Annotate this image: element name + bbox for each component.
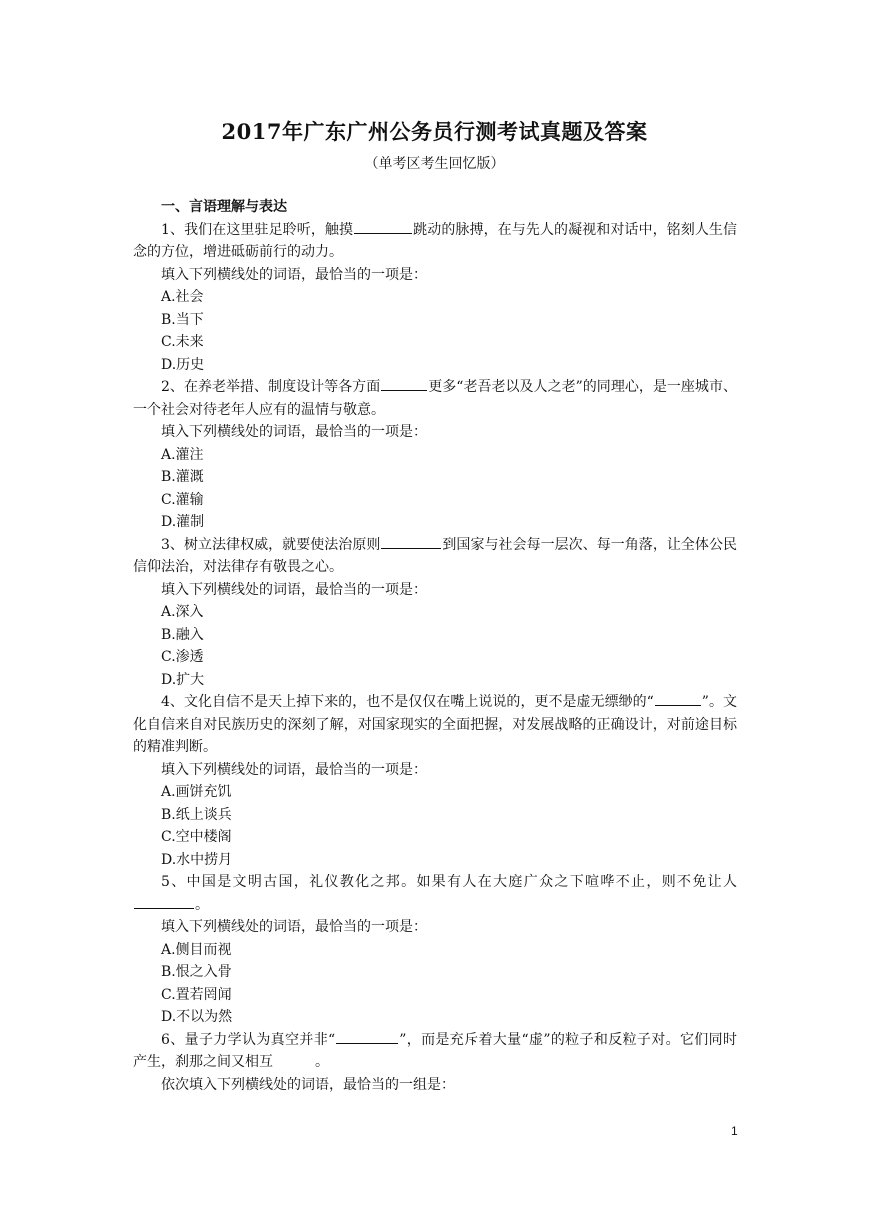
section-heading: 一、言语理解与表达: [161, 199, 287, 215]
page-subtitle: （单考区考生回忆版）: [364, 156, 505, 172]
question-3-stem: [133, 534, 737, 579]
answer-blank: [381, 534, 441, 549]
page-number: 1: [731, 1124, 738, 1138]
page-title: 2017年广东广州公务员行测考试真题及答案: [221, 119, 648, 144]
document-body: [133, 196, 737, 1096]
question-2-option-d: D.灌制: [161, 514, 205, 530]
question-5-text-b: 。: [195, 896, 209, 913]
question-4-option-b: B.纸上谈兵: [161, 806, 232, 823]
question-5-option-b: B.恨之入骨: [161, 964, 232, 980]
question-3-text-b: 到国家与社会每一层次、每一角落，让全体公民信仰法治，对法律存有敬畏之心。: [133, 536, 737, 575]
question-2-stem: [133, 376, 737, 421]
question-2-option-a: A.灌注: [161, 446, 204, 463]
answer-blank: [655, 691, 701, 706]
question-2-option-b: B.灌溉: [161, 469, 204, 485]
question-3-option-d: D.扩大: [161, 671, 205, 688]
question-1-option-b: B.当下: [161, 311, 204, 328]
answer-blank: [381, 376, 427, 391]
question-3-option-a: A.深入: [161, 604, 204, 620]
question-6-text-c: 。: [315, 1054, 329, 1070]
question-5-option-d: D.不以为然: [161, 1009, 233, 1025]
question-2-option-c: C.灌输: [161, 491, 204, 508]
answer-blank: [354, 219, 412, 234]
question-3-option-b: B.融入: [161, 626, 204, 643]
question-5-option-a: A.侧目而视: [161, 941, 232, 958]
question-6-text-a: 6、量子力学认为真空并非“: [161, 1031, 336, 1048]
question-1-text-b: 跳动的脉搏，在与先人的凝视和对话中，铭刻人生信念的方位，增进砥砺前行的动力。: [133, 221, 737, 260]
answer-blank: [274, 1052, 314, 1066]
question-5-instruction: 填入下列横线处的词语，最恰当的一项是：: [161, 919, 427, 935]
question-1-option-c: C.未来: [161, 334, 204, 350]
question-1-option-d: D.历史: [161, 356, 205, 373]
question-3-instruction: 填入下列横线处的词语，最恰当的一项是：: [161, 581, 427, 598]
question-5-text-a: 5、中国是文明古国，礼仪教化之邦。如果有人在大庭广众之下喧哗不止，则不免让人: [161, 874, 737, 890]
question-6-text-b: ”，而是充斥着大量“虚”的粒子和反粒子对。它们同时产生，刹那之间又相互: [133, 1031, 737, 1070]
question-4-option-d: D.水中捞月: [161, 851, 233, 868]
question-4-instruction: 填入下列横线处的词语，最恰当的一项是：: [161, 761, 427, 778]
question-3-option-c: C.渗透: [161, 649, 204, 665]
question-4-text-b: ”。文化自信来自对民族历史的深刻了解，对国家现实的全面把握，对发展战略的正确设计，对前途目标的精准判断。: [133, 694, 737, 755]
question-4-text-a: 4、文化自信不是天上掉下来的，也不是仅仅在嘴上说说的，更不是虚无缥缈的“: [161, 694, 654, 710]
question-2-instruction: 填入下列横线处的词语，最恰当的一项是：: [161, 424, 427, 440]
question-1-option-a: A.社会: [161, 289, 204, 305]
question-2-text-b: 更多“老吾老以及人之老”的同理心，是一座城市、一个社会对待老年人应有的温情与敬意。: [133, 379, 737, 418]
question-4-stem: [133, 691, 737, 759]
question-3-text-a: 3、树立法律权威，就要使法治原则: [161, 536, 381, 553]
question-1-instruction: 填入下列横线处的词语，最恰当的一项是：: [161, 266, 427, 283]
question-6-stem: [133, 1029, 737, 1074]
question-6-instruction: 依次填入下列横线处的词语，最恰当的一组是：: [161, 1076, 455, 1093]
question-4-option-c: C.空中楼阁: [161, 829, 232, 845]
question-5-option-c: C.置若罔闻: [161, 986, 232, 1003]
question-4-option-a: A.画饼充饥: [161, 784, 232, 800]
question-2-text-a: 2、在养老举措、制度设计等各方面: [161, 379, 381, 395]
answer-blank: [134, 894, 194, 909]
answer-blank: [336, 1029, 398, 1044]
question-5-stem: [133, 871, 737, 916]
question-1-stem: [133, 219, 737, 264]
question-1-text-a: 1、我们在这里驻足聆听，触摸: [161, 221, 354, 238]
